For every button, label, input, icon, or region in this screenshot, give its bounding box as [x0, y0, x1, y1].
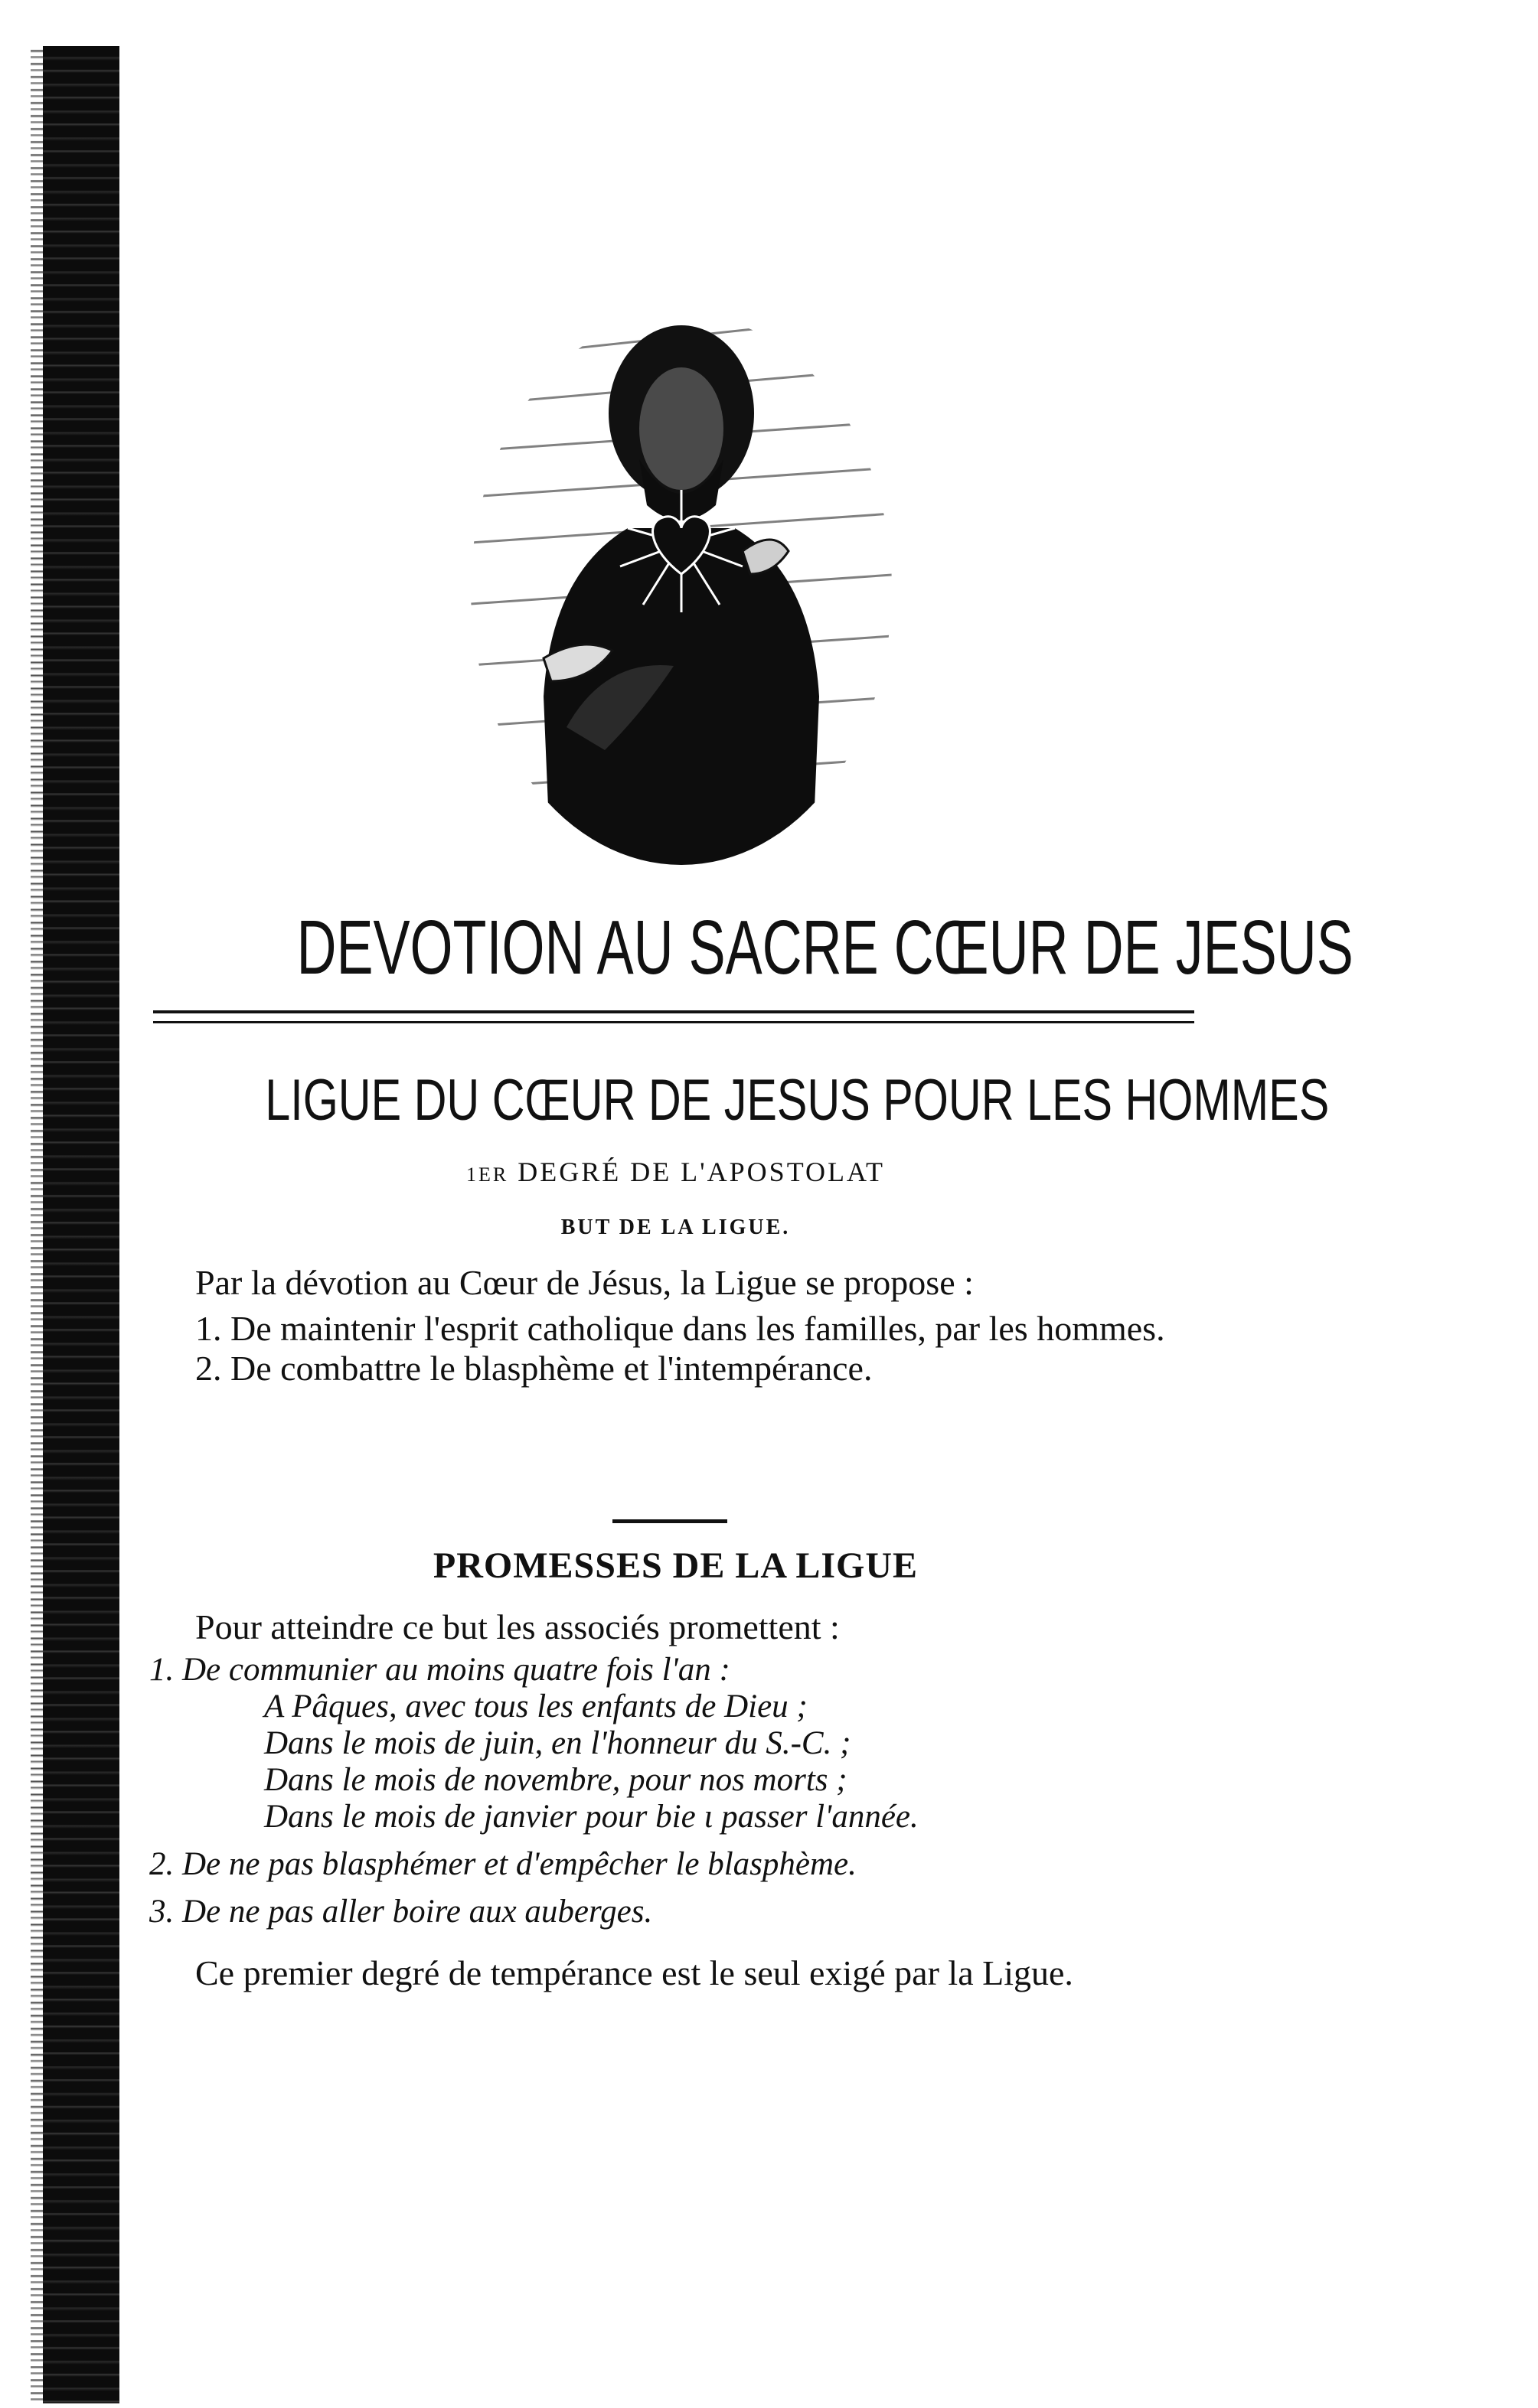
promise-item-2: 2. De ne pas blasphémer et d'empêcher le blasphème.: [149, 1846, 857, 1882]
book-spine: [43, 46, 119, 2403]
sacred-heart-illustration-icon: [452, 299, 911, 880]
promise-line: Dans le mois de juin, en l'honneur du S.-C. ;: [264, 1725, 851, 1761]
goal-heading: BUT DE LA LIGUE.: [560, 1215, 791, 1239]
promises-heading: PROMESSES DE LA LIGUE: [433, 1545, 919, 1586]
promise-item-1-lines: [264, 1689, 1202, 1835]
promises-section: [149, 1607, 1202, 1993]
promise-item-1: 1. De communier au moins quatre fois l'an :: [149, 1652, 730, 1688]
closing-paragraph: Ce premier degré de tempérance est le seul exigé par la Ligue.: [195, 1953, 1073, 1992]
degree-prefix: 1ER: [465, 1163, 509, 1186]
promises-intro: Pour atteindre ce but les associés promettent :: [195, 1607, 840, 1646]
goal-intro: Par la dévotion au Cœur de Jésus, la Ligue se propose :: [195, 1263, 974, 1302]
promise-line: Dans le mois de novembre, pour nos morts ;: [264, 1762, 847, 1798]
degree-heading: [149, 1156, 1202, 1188]
promise-item-3: 3. De ne pas aller boire aux auberges.: [149, 1894, 653, 1930]
promise-line: A Pâques, avec tous les enfants de Dieu ;: [264, 1689, 808, 1724]
goal-item-1: 1. De maintenir l'esprit catholique dans les familles, par les hommes.: [195, 1309, 1165, 1348]
degree-text: DEGRÉ DE L'APOSTOLAT: [508, 1157, 886, 1187]
goal-item-2: 2. De combattre le blasphème et l'intempérance.: [195, 1349, 873, 1388]
page-title: DEVOTION AU SACRE CŒUR DE JESUS: [296, 905, 1354, 990]
title-rule-bottom: [153, 1021, 1194, 1023]
league-subtitle: LIGUE DU CŒUR DE JESUS POUR LES HOMMES: [265, 1068, 1330, 1133]
goal-section: [149, 1263, 1202, 1388]
promise-line: Dans le mois de janvier pour bie ι passer l'année.: [264, 1799, 919, 1835]
title-rule-top: [153, 1010, 1194, 1013]
section-divider: [612, 1519, 727, 1523]
